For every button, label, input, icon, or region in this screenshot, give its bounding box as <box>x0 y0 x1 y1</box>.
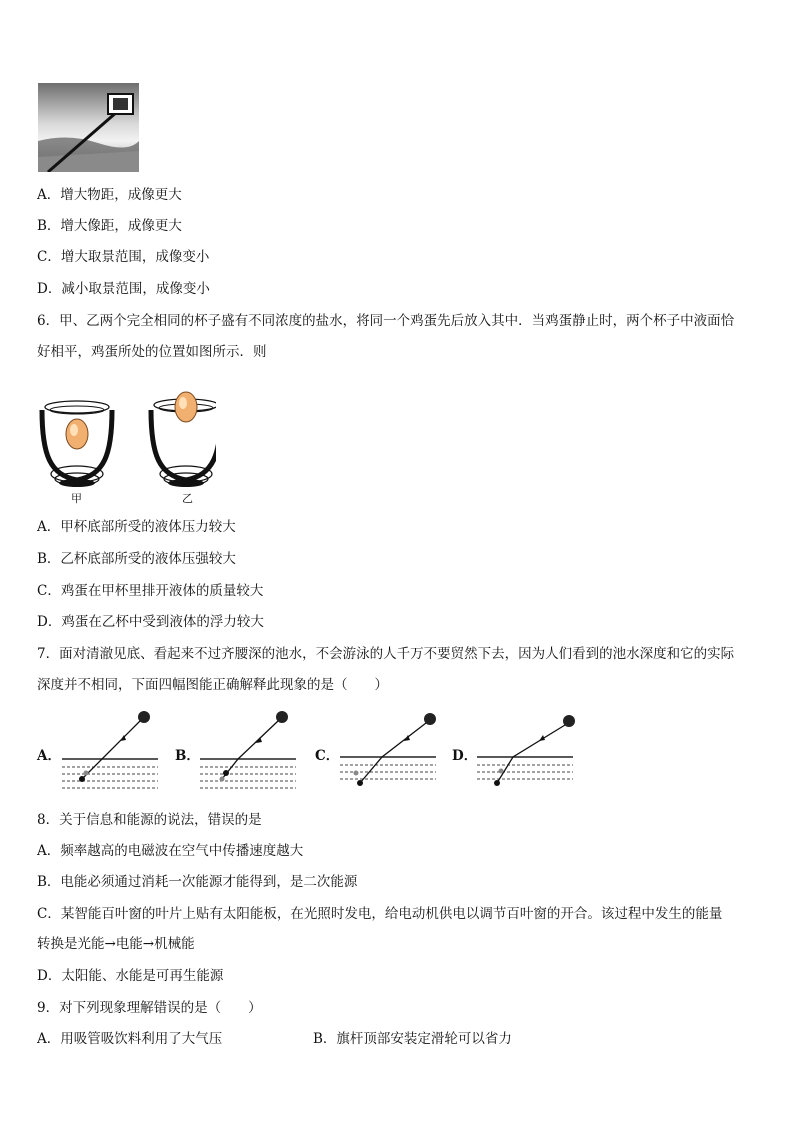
q7-diagram-b <box>198 707 298 791</box>
q8-option-a: A．频率越高的电磁波在空气中传播速度越大 <box>37 843 304 859</box>
q7-stem-line1: 7．面对清澈见底、看起来不过齐腰深的池水，不会游泳的人千万不要贸然下去，因为人们看到的池水深度和它的实际 <box>37 646 735 662</box>
q7-diagram-d <box>475 707 575 791</box>
q7-label-a: A． <box>37 748 61 764</box>
q8-option-d: D．太阳能、水能是可再生能源 <box>37 968 224 984</box>
q7-label-b: B． <box>175 748 200 764</box>
q7-diagram-a <box>60 707 160 791</box>
q8-option-c: C．某智能百叶窗的叶片上贴有太阳能板，在光照时发电，给电动机供电以调节百叶窗的开合。该过程中发生的能量 <box>37 906 723 922</box>
q9-option-a: A．用吸管吸饮料利用了大气压 <box>37 1031 223 1047</box>
cup-label-jia: 甲 <box>71 492 82 505</box>
q7-label-d: D． <box>452 748 478 764</box>
q8-stem: 8．关于信息和能源的说法，错误的是 <box>37 812 262 828</box>
q9-option-b: B．旗杆顶部安装定滑轮可以省力 <box>313 1031 512 1047</box>
egg-cups-figure <box>36 380 216 505</box>
q8-option-c-cont: 转换是光能→电能→机械能 <box>37 936 195 952</box>
q6-stem-line2: 好相平，鸡蛋所处的位置如图所示．则 <box>37 344 267 360</box>
cup-label-yi: 乙 <box>182 492 193 505</box>
q8-option-b: B．电能必须通过消耗一次能源才能得到，是二次能源 <box>37 874 358 890</box>
q5-option-a: A．增大物距，成像更大 <box>37 187 182 203</box>
q6-option-b: B．乙杯底部所受的液体压强较大 <box>37 551 236 567</box>
q7-diagram-c <box>338 707 438 791</box>
q5-option-c: C．增大取景范围，成像变小 <box>37 249 210 265</box>
q6-option-a: A．甲杯底部所受的液体压力较大 <box>37 519 236 535</box>
q5-option-d: D．减小取景范围，成像变小 <box>37 281 210 297</box>
q6-option-c: C．鸡蛋在甲杯里排开液体的质量较大 <box>37 583 264 599</box>
q7-label-c: C． <box>315 748 340 764</box>
q6-option-d: D．鸡蛋在乙杯中受到液体的浮力较大 <box>37 614 264 630</box>
q6-stem-line1: 6．甲、乙两个完全相同的杯子盛有不同浓度的盐水，将同一个鸡蛋先后放入其中．当鸡蛋静止时，两个杯子中液面恰 <box>37 313 735 329</box>
q5-option-b: B．增大像距，成像更大 <box>37 218 182 234</box>
selfie-stick-photo <box>38 83 139 172</box>
q9-stem: 9．对下列现象理解错误的是（ ） <box>37 1000 262 1016</box>
q7-stem-line2: 深度并不相同，下面四幅图能正确解释此现象的是（ ） <box>37 677 388 693</box>
